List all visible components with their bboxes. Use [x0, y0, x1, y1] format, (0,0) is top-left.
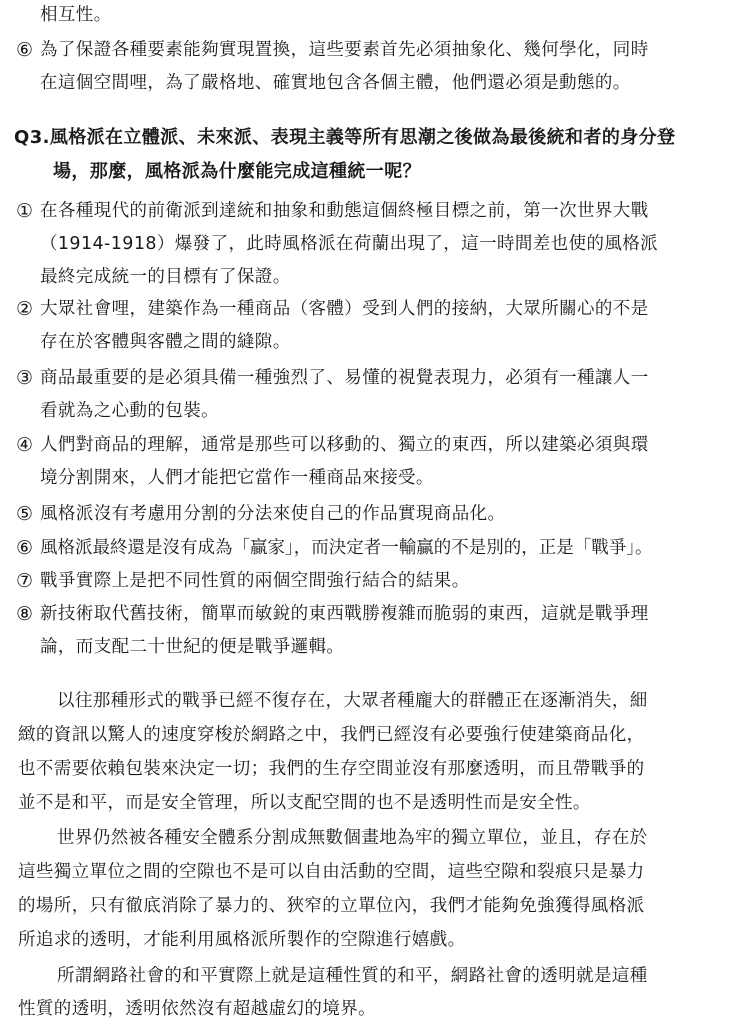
answer-8-line-1: 新技術取代舊技術，簡單而敏銳的東西戰勝複雜而脆弱的東西，這就是戰爭理 [40, 604, 649, 624]
paragraph-3-line-1: 所謂網路社會的和平實際上就是這種性質的和平，網路社會的透明就是這種 [57, 966, 648, 986]
answer-3-marker: ③ [16, 367, 34, 389]
answer-4-line-2: 境分割開來，人們才能把它當作一種商品來接受。 [40, 468, 434, 488]
answer-6-marker: ⑥ [16, 537, 34, 559]
paragraph-1-line-3: 也不需要依賴包裝來決定一切；我們的生存空間並沒有那麼透明，而且帶戰爭的 [18, 759, 645, 779]
paragraph-2-line-3: 的場所，只有徹底消除了暴力的、狹窄的立單位內，我們才能夠免強獲得風格派 [18, 896, 645, 916]
answer-2-line-2: 存在於客體與客體之間的縫隙。 [40, 332, 291, 352]
paragraph-1-line-4: 並不是和平，而是安全管理，所以支配空間的也不是透明性而是安全性。 [18, 793, 591, 813]
answer-2-marker: ② [16, 298, 34, 320]
paragraph-2-line-4: 所追求的透明，才能利用風格派所製作的空隙進行嬉戲。 [18, 930, 466, 950]
answer-3-line-1: 商品最重要的是必須具備一種強烈了、易懂的視覺表現力，必須有一種讓人一 [40, 368, 649, 388]
prev-item-6-line-1: 為了保證各種要素能夠實現置換，這些要素首先必須抽象化、幾何學化，同時 [40, 40, 649, 60]
paragraph-1-line-2: 緻的資訊以驚人的速度穿梭於網路之中，我們已經沒有必要強行使建築商品化， [18, 725, 645, 745]
answer-8-line-2: 論，而支配二十世紀的便是戰爭邏輯。 [40, 637, 345, 657]
paragraph-2-line-2: 這些獨立單位之間的空隙也不是可以自由活動的空間，這些空隙和裂痕只是暴力 [18, 862, 645, 882]
prev-item-6-line-2: 在這個空間哩，為了嚴格地、確實地包含各個主體，他們還必須是動態的。 [40, 73, 631, 93]
prev-tail-text: 相互性。 [40, 5, 112, 25]
answer-1-line-3: 最終完成統一的目標有了保證。 [40, 267, 291, 287]
question-heading-line-2: 場，那麼，風格派為什麼能完成這種統一呢？ [53, 161, 421, 182]
answer-4-marker: ④ [16, 434, 34, 456]
paragraph-3-line-2: 性質的透明，透明依然沒有超越虛幻的境界。 [18, 999, 376, 1019]
answer-5-marker: ⑤ [16, 503, 34, 525]
answer-6-line-1: 風格派最終還是沒有成為「贏家」，而決定者一輸贏的不是別的，正是「戰爭」。 [40, 538, 653, 558]
answer-8-marker: ⑧ [16, 603, 34, 625]
prev-item-6-marker: ⑥ [16, 39, 34, 61]
answer-2-line-1: 大眾社會哩，建築作為一種商品（客體）受到人們的接納，大眾所關心的不是 [40, 299, 649, 319]
answer-3-line-2: 看就為之心動的包裝。 [40, 401, 219, 421]
answer-1-line-2: （1914-1918）爆發了，此時風格派在荷蘭出現了，這一時間差也使的風格派 [40, 234, 659, 254]
paragraph-2-line-1: 世界仍然被各種安全體系分割成無數個畫地為牢的獨立單位，並且，存在於 [57, 828, 648, 848]
answer-7-line-1: 戰爭實際上是把不同性質的兩個空間強行結合的結果。 [40, 571, 470, 591]
question-heading-line-1: Q3.風格派在立體派、未來派、表現主義等所有思潮之後做為最後統和者的身分登 [14, 127, 676, 148]
answer-4-line-1: 人們對商品的理解，通常是那些可以移動的、獨立的東西，所以建築必須與環 [40, 435, 649, 455]
answer-7-marker: ⑦ [16, 570, 34, 592]
answer-5-line-1: 風格派沒有考慮用分割的分法來使自己的作品實現商品化。 [40, 504, 506, 524]
answer-1-line-1: 在各種現代的前衛派到達統和抽象和動態這個終極目標之前，第一次世界大戰 [40, 201, 649, 221]
answer-1-marker: ① [16, 200, 34, 222]
paragraph-1-line-1: 以往那種形式的戰爭已經不復存在，大眾者種龐大的群體正在逐漸消失，細 [57, 691, 648, 711]
